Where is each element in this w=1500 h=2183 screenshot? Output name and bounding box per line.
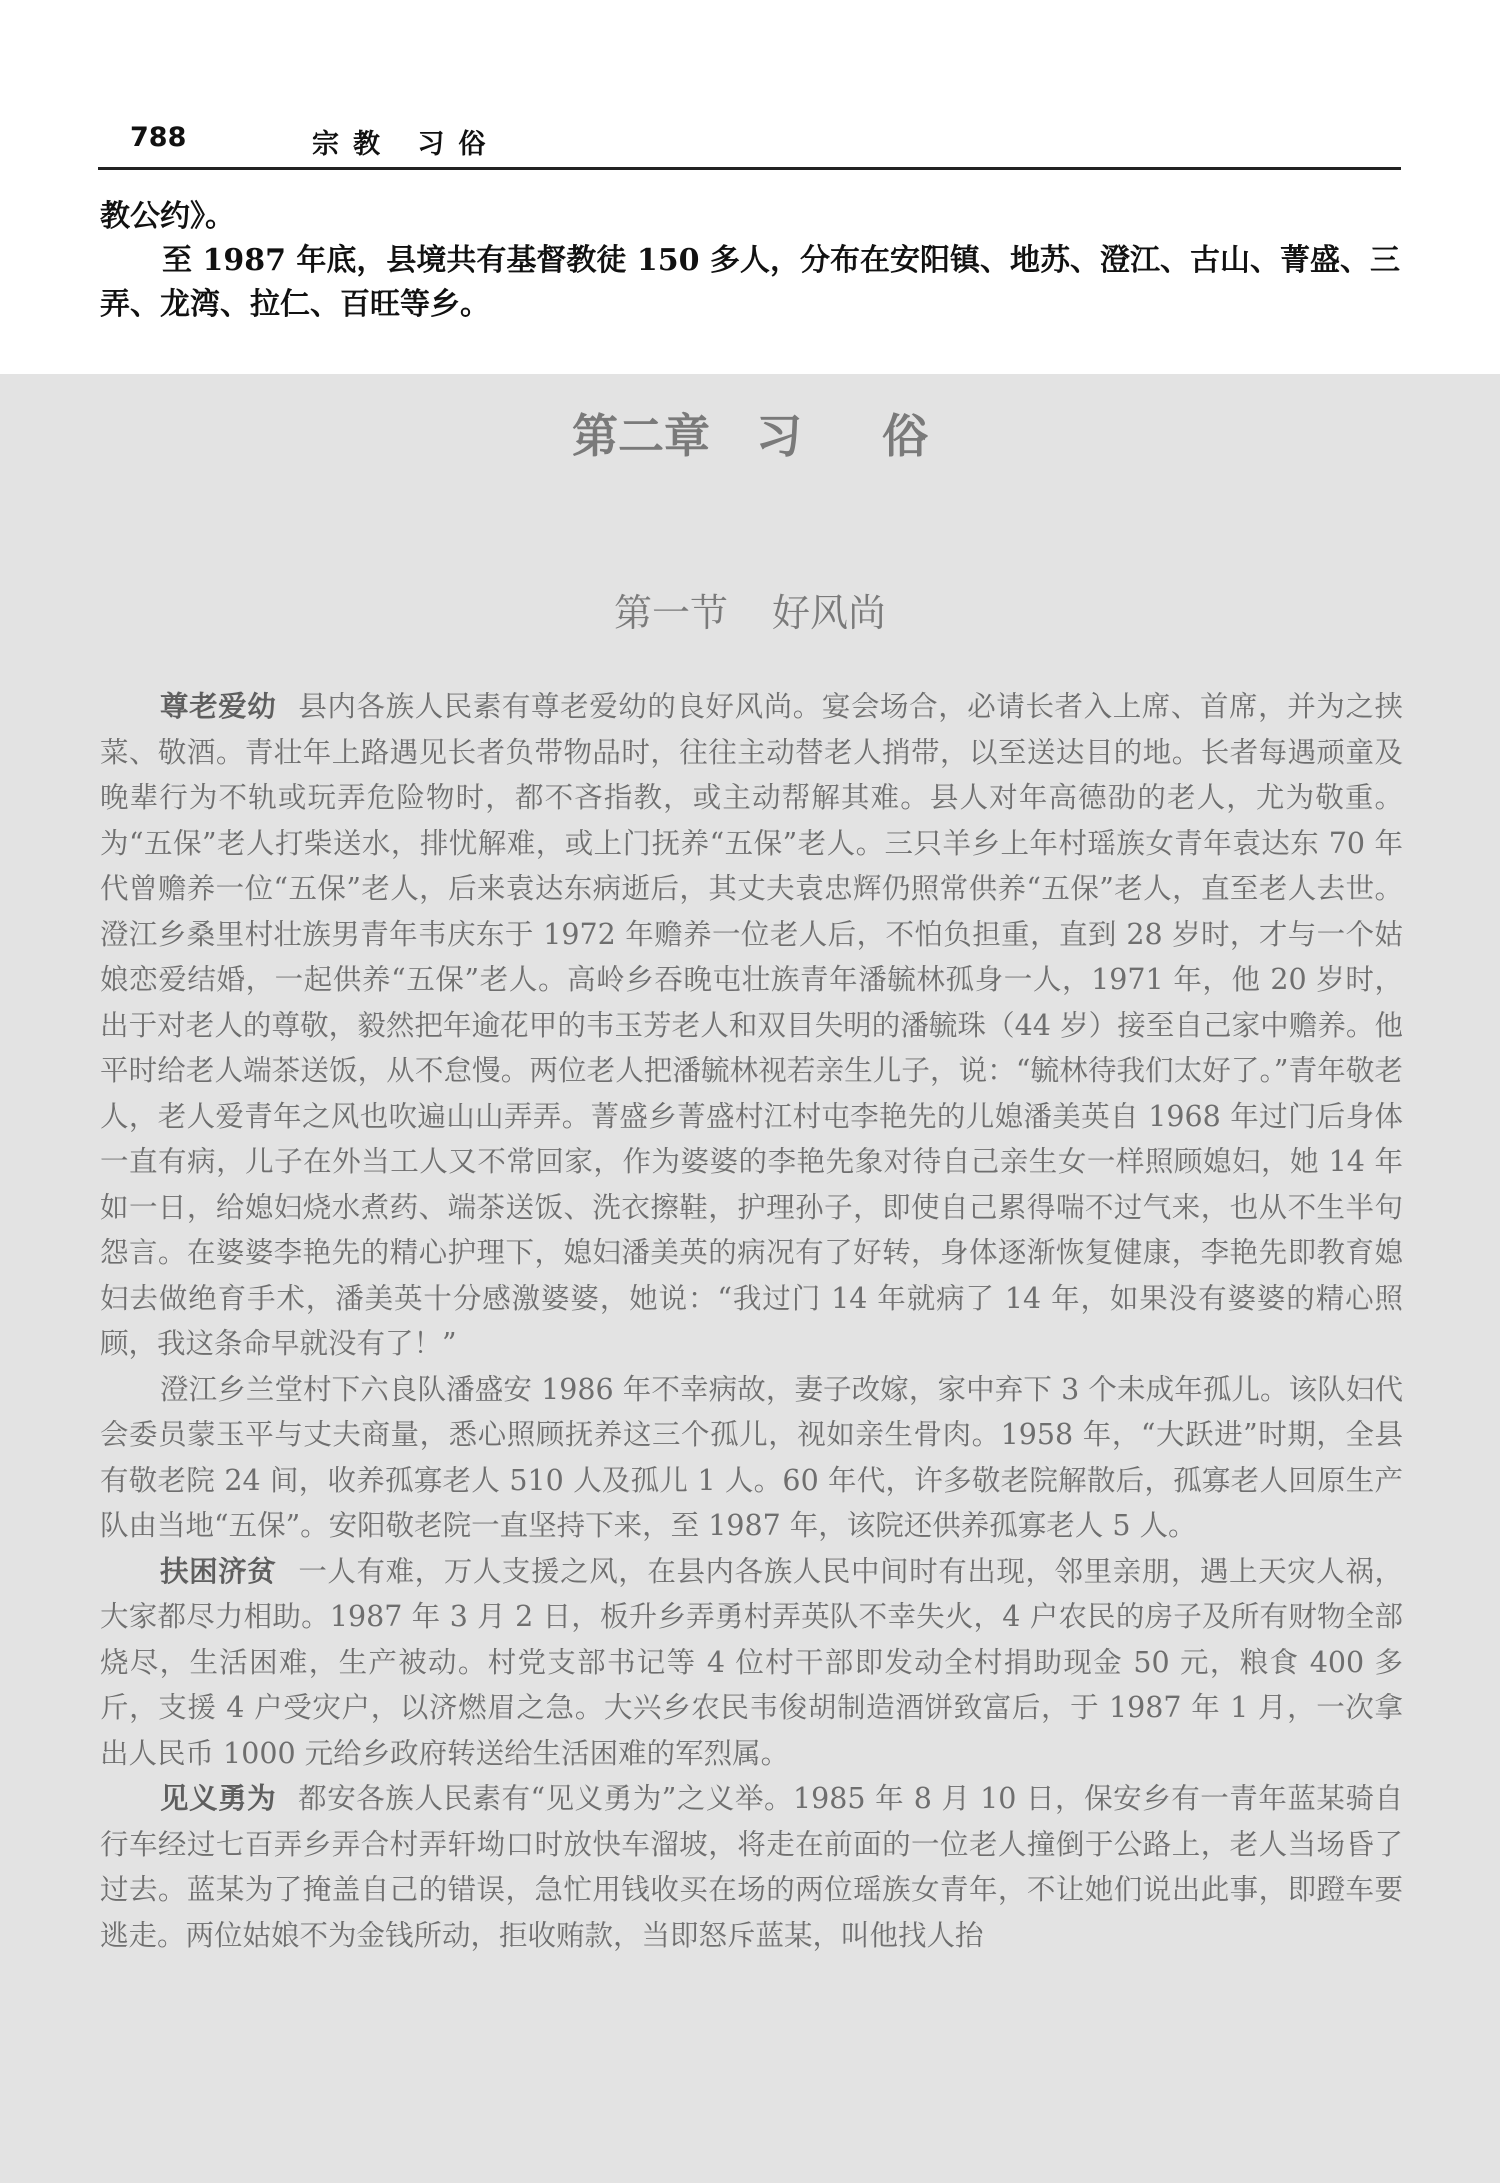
chapter-title-part1: 习 [756, 409, 802, 463]
body-text [100, 684, 1403, 1958]
paragraph-text: 澄江乡兰堂村下六良队潘盛安 1986 年不幸病故，妻子改嫁，家中弃下 3 个未成年孤儿。该队妇代会委员蒙玉平与丈夫商量，悉心照顾抚养这三个孤儿，视如亲生骨肉。1958 年，“大跃进”时期，全县有敬老院 24 间，收养孤寡老人 510 人及孤儿 1 人。60 年代，许多敬老院解散后，孤寡老人回原生产队由当地“五保”。安阳敬老院一直坚持下来，至 1987 年，该院还供养孤寡老人 5 人。 [100, 1372, 1403, 1542]
paragraph-help-poor [100, 1549, 1403, 1777]
paragraph-orphans [100, 1367, 1403, 1549]
section-number: 第一节 [613, 591, 728, 635]
running-header [100, 118, 1400, 168]
page-number: 788 [130, 122, 187, 153]
chapter-heading [0, 400, 1500, 466]
continued-line: 教公约》。 [100, 199, 235, 234]
paragraph-respect-elders [100, 684, 1403, 1367]
header-rule [98, 167, 1401, 170]
paragraph-keyword: 尊老爱幼 [160, 689, 277, 723]
paragraph-text: 一人有难，万人支援之风，在县内各族人民中间时有出现，邻里亲朋，遇上天灾人祸，大家都尽力相助。1987 年 3 月 2 日，板升乡弄勇村弄英队不幸失火，4 户农民的房子及所有财物全部烧尽，生活困难，生产被动。村党支部书记等 4 位村干部即发动全村捐助现金 50 元，粮食 400 多斤，支援 4 户受灾户，以济燃眉之急。大兴乡农民韦俊胡制造酒饼致富后，于 1987 年 1 月，一次拿出人民币 1000 元给乡政府转送给生活困难的军烈属。 [100, 1554, 1403, 1770]
chapter-number: 第二章 [572, 409, 710, 463]
paragraph-bravery [100, 1776, 1403, 1958]
chapter-title-part2: 俗 [882, 409, 928, 463]
continued-text [100, 195, 1400, 327]
paragraph-text: 都安各族人民素有“见义勇为”之义举。1985 年 8 月 10 日，保安乡有一青年蓝某骑自行车经过七百弄乡弄合村弄轩坳口时放快车溜坡，将走在前面的一位老人撞倒于公路上，老人当场昏了过去。蓝某为了掩盖自己的错误，急忙用钱收买在场的两位瑶族女青年，不让她们说出此事，即蹬车要逃走。两位姑娘不为金钱所动，拒收贿款，当即怒斥蓝某，叫他找人抬 [100, 1782, 1403, 1952]
continued-paragraph: 至 1987 年底，县境共有基督教徒 150 多人，分布在安阳镇、地苏、澄江、古山、菁盛、三弄、龙湾、拉仁、百旺等乡。 [100, 243, 1400, 322]
section-title: 好风尚 [772, 591, 887, 635]
paragraph-keyword: 扶困济贫 [160, 1553, 277, 1588]
paragraph-keyword: 见义勇为 [160, 1781, 277, 1815]
running-title: 宗教 习俗 [312, 129, 500, 160]
paragraph-text: 县内各族人民素有尊老爱幼的良好风尚。宴会场合，必请长者入上席、首席，并为之挟菜、敬酒。青壮年上路遇见长者负带物品时，往往主动替老人捎带，以至送达目的地。长者每遇顽童及晚辈行为不轨或玩弄危险物时，都不吝指教，或主动帮解其难。县人对年高德劭的老人，尤为敬重。为“五保”老人打柴送水，排忧解难，或上门抚养“五保”老人。三只羊乡上年村瑶族女青年袁达东 70 年代曾赡养一位“五保”老人，后来袁达东病逝后，其丈夫袁忠辉仍照常供养“五保”老人，直至老人去世。澄江乡桑里村壮族男青年韦庆东于 1972 年赡养一位老人后，不怕负担重，直到 28 岁时，才与一个姑娘恋爱结婚，一起供养“五保”老人。高岭乡吞晚屯壮族青年潘毓林孤身一人，1971 年，他 20 岁时，出于对老人的尊敬，毅然把年逾花甲的韦玉芳老人和双目失明的潘毓珠（44 岁）接至自己家中赡养。他平时给老人端茶送饭，从不怠慢。两位老人把潘毓林视若亲生儿子，说：“毓林待我们太好了。”青年敬老人，老人爱青年之风也吹遍山山弄弄。菁盛乡菁盛村江村屯李艳先的儿媳潘美英自 1968 年过门后身体一直有病，儿子在外当工人又不常回家，作为婆婆的李艳先象对待自己亲生女一样照顾媳妇，她 14 年如一日，给媳妇烧水煮药、端茶送饭、洗衣擦鞋，护理孙子，即使自己累得喘不过气来，也从不生半句怨言。在婆婆李艳先的精心护理下，媳妇潘美英的病况有了好转，身体逐渐恢复健康，李艳先即教育媳妇去做绝育手术，潘美英十分感激婆婆，她说：“我过门 14 年就病了 14 年，如果没有婆婆的精心照顾，我这条命早就没有了！” [100, 690, 1403, 1360]
top-region [0, 0, 1500, 374]
section-heading [0, 582, 1500, 637]
